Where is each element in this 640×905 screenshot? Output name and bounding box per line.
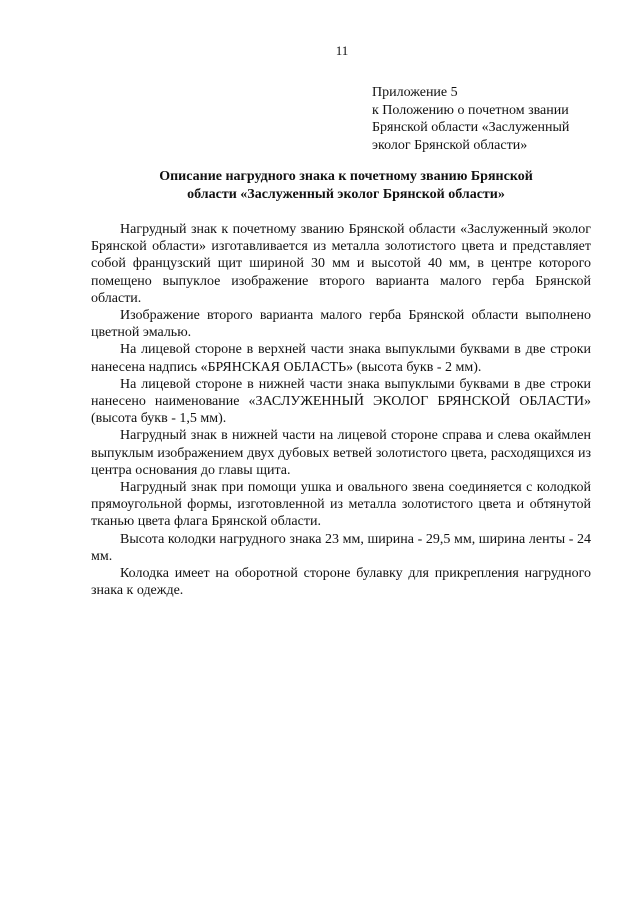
document-body bbox=[91, 221, 591, 599]
body-paragraph: Изображение второго варианта малого герба Брянской области выполнено цветной эмалью. bbox=[91, 308, 591, 341]
body-paragraph: Нагрудный знак в нижней части на лицевой стороне справа и слева окаймлен выпуклым изображением двух дубовых ветвей золотистого цвета, расходящихся из центра основания до главы щита. bbox=[91, 428, 591, 478]
body-paragraph: Колодка имеет на оборотной стороне булавку для прикрепления нагрудного знака к одежде. bbox=[91, 566, 591, 599]
appendix-line: Брянской области «Заслуженный bbox=[372, 120, 570, 135]
page-number: 11 bbox=[335, 43, 349, 58]
body-paragraph: Нагрудный знак к почетному званию Брянской области «Заслуженный эколог Брянской области» изготавливается из металла золотистого цвета и представляет собой французский щит шириной 30 мм и высотой 40 мм, в центре которого помещено выпуклое изображение второго варианта малого герба Брянской области. bbox=[91, 222, 591, 306]
appendix-reference bbox=[372, 84, 612, 154]
body-paragraph: Нагрудный знак при помощи ушка и овального звена соединяется с колодкой прямоугольной формы, изготовленной из металла золотистого цвета и обтянутой тканью цвета флага Брянской области. bbox=[91, 480, 591, 530]
body-paragraph: На лицевой стороне в нижней части знака выпуклыми буквами в две строки нанесено наименование «ЗАСЛУЖЕННЫЙ ЭКОЛОГ БРЯНСКОЙ ОБЛАСТИ» (высота букв - 1,5 мм). bbox=[91, 376, 591, 427]
title-line: Описание нагрудного знака к почетному званию Брянской bbox=[159, 169, 533, 184]
body-paragraph: На лицевой стороне в верхней части знака выпуклыми буквами в две строки нанесена надпись «БРЯНСКАЯ ОБЛАСТЬ» (высота букв - 2 мм). bbox=[91, 342, 591, 375]
appendix-line: к Положению о почетном звании bbox=[372, 102, 569, 118]
document-title bbox=[90, 168, 602, 203]
appendix-line: Приложение 5 bbox=[372, 85, 458, 100]
appendix-line: эколог Брянской области» bbox=[372, 137, 528, 153]
body-paragraph: Высота колодки нагрудного знака 23 мм, ширина - 29,5 мм, ширина ленты - 24 мм. bbox=[91, 531, 591, 564]
title-line: области «Заслуженный эколог Брянской области» bbox=[187, 186, 505, 202]
